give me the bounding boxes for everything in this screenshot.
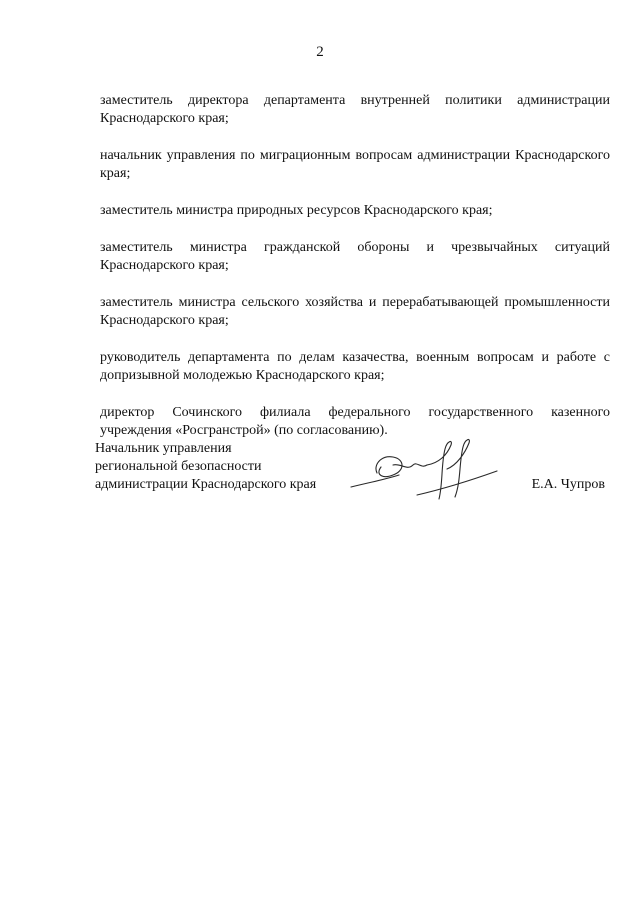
signatory-position-line: региональной безопасности <box>95 459 262 474</box>
recipient-list <box>100 78 610 459</box>
signatory-position-line: Начальник управления <box>95 441 232 456</box>
page-number: 2 <box>316 44 324 60</box>
list-item: начальник управления по миграционным вопросам администрации Краснодарского края; <box>100 148 610 181</box>
list-item: руководитель департамента по делам казачества, военным вопросам и работе с допризывной молодежью Краснодарского края; <box>100 350 610 383</box>
handwritten-signature <box>347 435 507 507</box>
signatory-position-line: администрации Краснодарского края <box>95 477 317 492</box>
signatory-name: Е.А. Чупров <box>531 477 605 492</box>
list-item: заместитель директора департамента внутренней политики администрации Краснодарского края; <box>100 93 610 126</box>
list-item: заместитель министра природных ресурсов Краснодарского края; <box>100 203 493 218</box>
signatory-position <box>95 440 316 494</box>
list-item: заместитель министра сельского хозяйства и перерабатывающей промышленности Краснодарского края; <box>100 295 610 328</box>
list-item: директор Сочинского филиала федерального государственного казенного учреждения «Росгранстрой» (по согласованию). <box>100 405 610 438</box>
signature-block <box>95 440 615 520</box>
list-item: заместитель министра гражданской обороны и чрезвычайных ситуаций Краснодарского края; <box>100 240 610 273</box>
